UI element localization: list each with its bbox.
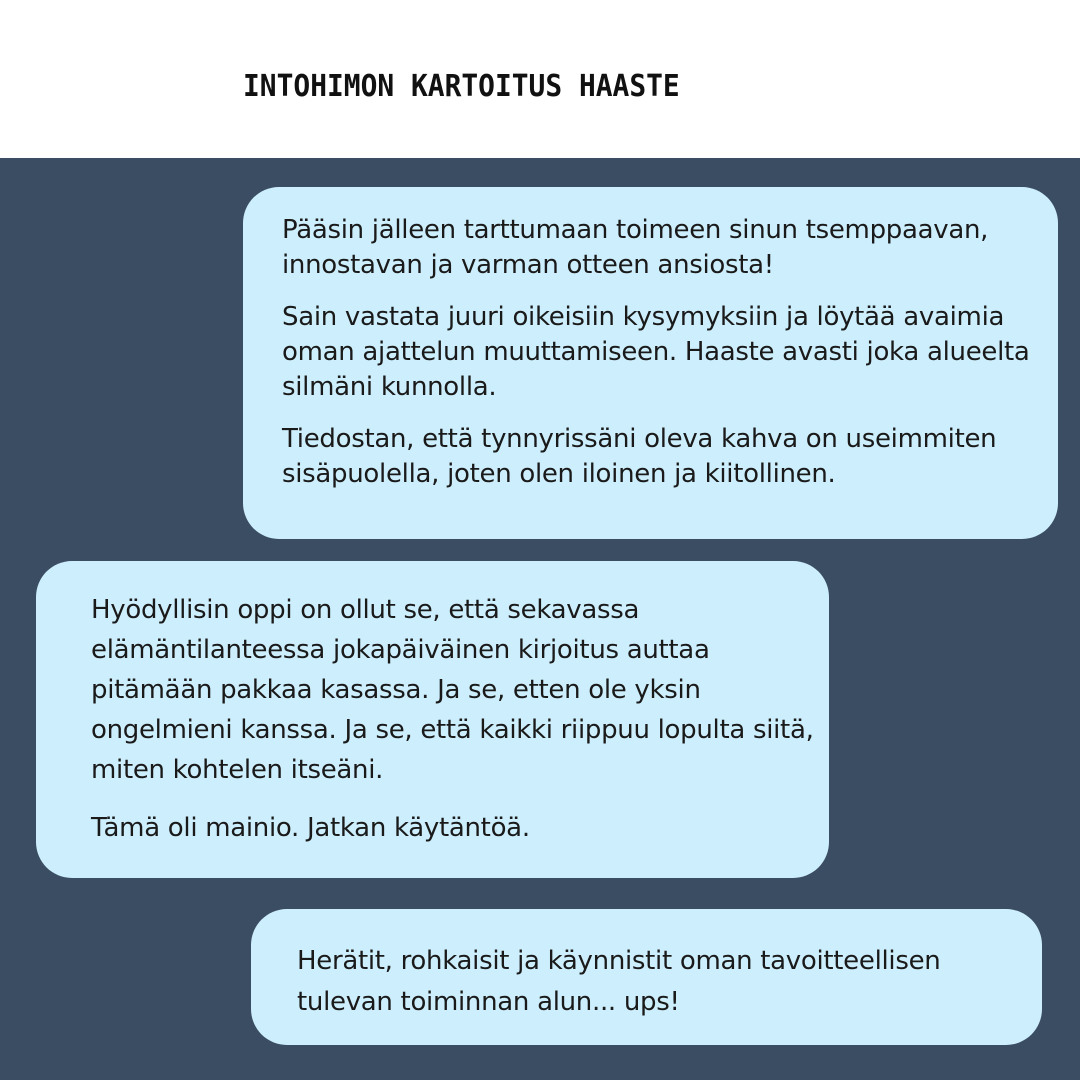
bubble-1-paragraph-2: Sain vastata juuri oikeisiin kysymyksiin ja löytää avaimia oman ajattelun muuttamiseen. Haaste avasti joka alueelta silmäni kunnolla. [282,302,1030,402]
bubble-1-paragraph-3: Tiedostan, että tynnyrissäni oleva kahva on useimmiten sisäpuolella, joten olen iloinen ja kiitollinen. [282,424,997,489]
bubble-3-paragraph-1: Herätit, rohkaisit ja käynnistit oman tavoitteellisen tulevan toiminnan alun... ups! [297,946,941,1017]
bubble-2-paragraph-1: Hyödyllisin oppi on ollut se, että sekavassa elämäntilanteessa jokapäiväinen kirjoitus auttaa pitämään pakkaa kasassa. Ja se, etten ole yksin ongelmieni kanssa. Ja se, että kaikki riippuu lopulta siitä, miten kohtelen itseäni. [91,595,814,785]
testimonial-bubble-1 [243,187,1058,539]
bubble-1-paragraph-1: Pääsin jälleen tarttumaan toimeen sinun tsemppaavan, innostavan ja varman otteen ansiosta! [282,215,989,280]
header [0,0,1080,158]
testimonial-bubble-2 [36,561,829,878]
testimonial-bubble-3 [251,909,1042,1045]
page-title: INTOHIMON KARTOITUS HAASTE [243,69,680,104]
bubble-2-paragraph-2: Tämä oli mainio. Jatkan käytäntöä. [91,813,530,843]
